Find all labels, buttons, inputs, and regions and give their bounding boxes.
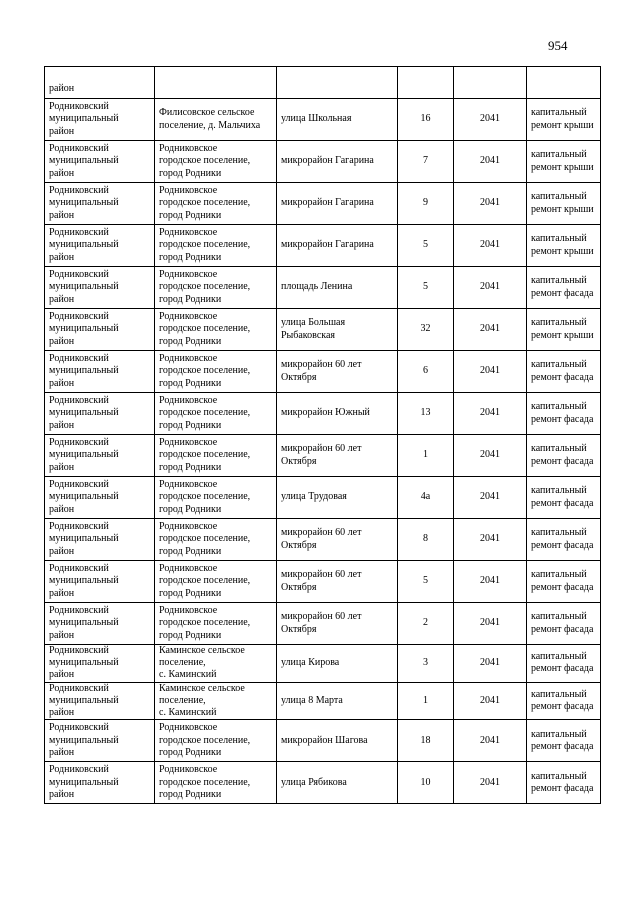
cell-house-number: 3 <box>398 645 454 683</box>
cell-year: 2041 <box>454 720 527 762</box>
cell-year: 2041 <box>454 519 527 561</box>
cell-street: улица Трудовая <box>277 477 398 519</box>
table-row <box>45 645 601 683</box>
cell-street: улица Кирова <box>277 645 398 683</box>
table-row <box>45 393 601 435</box>
cell-house-number: 4а <box>398 477 454 519</box>
cell-settlement: Родниковское городское поселение, город Родники <box>155 351 277 393</box>
cell-district: Родниковский муниципальный район <box>45 561 155 603</box>
cell-street: улица Рябикова <box>277 762 398 804</box>
cell-year: 2041 <box>454 682 527 720</box>
cell-street: микрорайон 60 лет Октября <box>277 351 398 393</box>
table-body <box>45 67 601 804</box>
cell-district: Родниковский муниципальный район <box>45 435 155 477</box>
cell-work-type <box>527 67 601 99</box>
cell-year: 2041 <box>454 762 527 804</box>
cell-street: улица Школьная <box>277 99 398 141</box>
cell-house-number: 8 <box>398 519 454 561</box>
table-row <box>45 762 601 804</box>
cell-year: 2041 <box>454 435 527 477</box>
cell-house-number: 1 <box>398 435 454 477</box>
cell-year: 2041 <box>454 309 527 351</box>
cell-settlement: Родниковское городское поселение, город Родники <box>155 183 277 225</box>
cell-district: Родниковский муниципальный район <box>45 645 155 683</box>
cell-district: Родниковский муниципальный район <box>45 141 155 183</box>
table-row <box>45 309 601 351</box>
cell-house-number: 16 <box>398 99 454 141</box>
cell-work-type: капитальный ремонт фасада <box>527 682 601 720</box>
cell-street: площадь Ленина <box>277 267 398 309</box>
cell-street: микрорайон Гагарина <box>277 141 398 183</box>
cell-settlement: Родниковское городское поселение, город Родники <box>155 519 277 561</box>
cell-house-number: 1 <box>398 682 454 720</box>
cell-settlement: Каминское сельское поселение, с. Каминский <box>155 645 277 683</box>
cell-work-type: капитальный ремонт фасада <box>527 393 601 435</box>
cell-district: Родниковский муниципальный район <box>45 183 155 225</box>
cell-street: микрорайон 60 лет Октября <box>277 435 398 477</box>
cell-settlement: Родниковское городское поселение, город Родники <box>155 762 277 804</box>
cell-house-number: 7 <box>398 141 454 183</box>
cell-year: 2041 <box>454 225 527 267</box>
table-row <box>45 351 601 393</box>
cell-settlement: Родниковское городское поселение, город Родники <box>155 603 277 645</box>
cell-street: улица 8 Марта <box>277 682 398 720</box>
cell-street: микрорайон Южный <box>277 393 398 435</box>
cell-year: 2041 <box>454 603 527 645</box>
table-row <box>45 519 601 561</box>
cell-street: микрорайон 60 лет Октября <box>277 561 398 603</box>
cell-work-type: капитальный ремонт крыши <box>527 183 601 225</box>
cell-district: Родниковский муниципальный район <box>45 393 155 435</box>
table-row <box>45 561 601 603</box>
cell-settlement <box>155 67 277 99</box>
cell-settlement: Родниковское городское поселение, город Родники <box>155 309 277 351</box>
cell-house-number: 5 <box>398 561 454 603</box>
cell-house-number: 5 <box>398 225 454 267</box>
cell-district: Родниковский муниципальный район <box>45 519 155 561</box>
cell-district: Родниковский муниципальный район <box>45 99 155 141</box>
cell-settlement: Родниковское городское поселение, город Родники <box>155 435 277 477</box>
cell-house-number: 2 <box>398 603 454 645</box>
cell-work-type: капитальный ремонт фасада <box>527 267 601 309</box>
table-row <box>45 603 601 645</box>
table-row <box>45 477 601 519</box>
cell-street: микрорайон Гагарина <box>277 225 398 267</box>
cell-street: улица Большая Рыбаковская <box>277 309 398 351</box>
cell-district: Родниковский муниципальный район <box>45 225 155 267</box>
cell-district: район <box>45 67 155 99</box>
cell-year: 2041 <box>454 183 527 225</box>
cell-year: 2041 <box>454 561 527 603</box>
table-row <box>45 141 601 183</box>
cell-street: микрорайон 60 лет Октября <box>277 519 398 561</box>
cell-work-type: капитальный ремонт фасада <box>527 519 601 561</box>
table-row-continuation <box>45 67 601 99</box>
cell-settlement: Филисовское сельское поселение, д. Мальчиха <box>155 99 277 141</box>
cell-house-number: 10 <box>398 762 454 804</box>
cell-work-type: капитальный ремонт фасада <box>527 435 601 477</box>
cell-street <box>277 67 398 99</box>
table-row <box>45 99 601 141</box>
cell-settlement: Каминское сельское поселение, с. Каминский <box>155 682 277 720</box>
cell-district: Родниковский муниципальный район <box>45 477 155 519</box>
cell-house-number: 13 <box>398 393 454 435</box>
table-row <box>45 682 601 720</box>
cell-district: Родниковский муниципальный район <box>45 309 155 351</box>
cell-house-number <box>398 67 454 99</box>
cell-settlement: Родниковское городское поселение, город Родники <box>155 477 277 519</box>
cell-house-number: 5 <box>398 267 454 309</box>
cell-work-type: капитальный ремонт фасада <box>527 762 601 804</box>
cell-house-number: 18 <box>398 720 454 762</box>
cell-house-number: 32 <box>398 309 454 351</box>
cell-district: Родниковский муниципальный район <box>45 603 155 645</box>
cell-street: микрорайон Гагарина <box>277 183 398 225</box>
cell-work-type: капитальный ремонт фасада <box>527 603 601 645</box>
cell-street: микрорайон 60 лет Октября <box>277 603 398 645</box>
repair-registry-table <box>44 66 601 804</box>
cell-settlement: Родниковское городское поселение, город Родники <box>155 141 277 183</box>
cell-year: 2041 <box>454 351 527 393</box>
cell-settlement: Родниковское городское поселение, город Родники <box>155 393 277 435</box>
cell-house-number: 9 <box>398 183 454 225</box>
table-row <box>45 435 601 477</box>
cell-district: Родниковский муниципальный район <box>45 351 155 393</box>
page-number: 954 <box>548 38 568 53</box>
cell-street: микрорайон Шагова <box>277 720 398 762</box>
cell-settlement: Родниковское городское поселение, город Родники <box>155 225 277 267</box>
cell-year: 2041 <box>454 99 527 141</box>
cell-district: Родниковский муниципальный район <box>45 720 155 762</box>
cell-work-type: капитальный ремонт крыши <box>527 309 601 351</box>
cell-settlement: Родниковское городское поселение, город Родники <box>155 720 277 762</box>
cell-work-type: капитальный ремонт фасада <box>527 477 601 519</box>
table-row <box>45 720 601 762</box>
cell-work-type: капитальный ремонт фасада <box>527 351 601 393</box>
cell-work-type: капитальный ремонт крыши <box>527 99 601 141</box>
cell-work-type: капитальный ремонт крыши <box>527 141 601 183</box>
cell-year: 2041 <box>454 645 527 683</box>
cell-year: 2041 <box>454 393 527 435</box>
cell-work-type: капитальный ремонт фасада <box>527 720 601 762</box>
cell-year: 2041 <box>454 267 527 309</box>
table-row <box>45 225 601 267</box>
cell-work-type: капитальный ремонт фасада <box>527 645 601 683</box>
cell-year: 2041 <box>454 141 527 183</box>
cell-district: Родниковский муниципальный район <box>45 682 155 720</box>
table-row <box>45 267 601 309</box>
cell-year: 2041 <box>454 477 527 519</box>
table-row <box>45 183 601 225</box>
cell-work-type: капитальный ремонт крыши <box>527 225 601 267</box>
cell-work-type: капитальный ремонт фасада <box>527 561 601 603</box>
cell-year <box>454 67 527 99</box>
cell-district: Родниковский муниципальный район <box>45 762 155 804</box>
cell-district: Родниковский муниципальный район <box>45 267 155 309</box>
cell-settlement: Родниковское городское поселение, город Родники <box>155 267 277 309</box>
cell-settlement: Родниковское городское поселение, город Родники <box>155 561 277 603</box>
cell-house-number: 6 <box>398 351 454 393</box>
